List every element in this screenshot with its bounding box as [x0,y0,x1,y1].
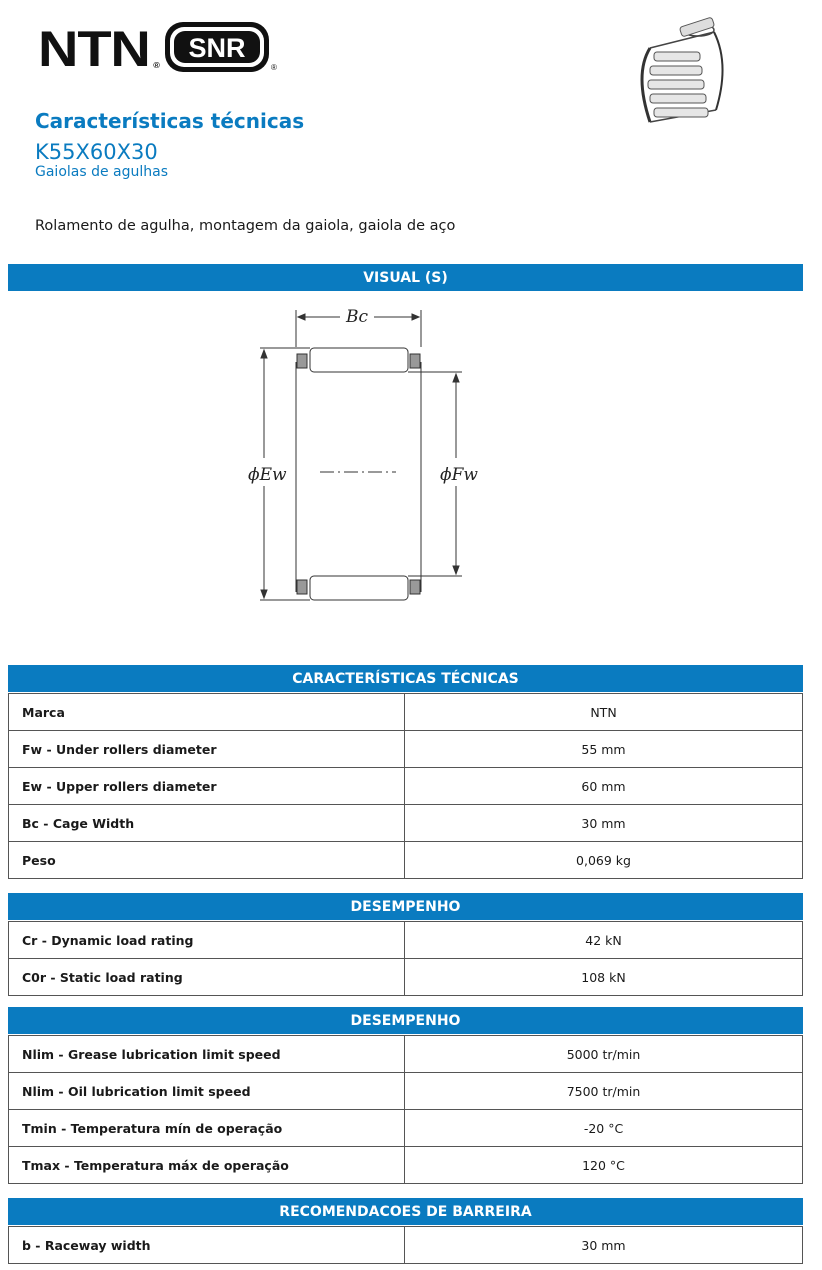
row-value: -20 °C [405,1110,803,1147]
table-row [9,768,803,805]
spec-table-recomendacoes [8,1226,803,1264]
row-value: 60 mm [405,768,803,805]
row-value: 108 kN [405,959,803,996]
row-label: Peso [9,842,405,879]
row-value: 30 mm [405,1227,803,1264]
row-value: 120 °C [405,1147,803,1184]
svg-text:®: ® [270,63,277,72]
row-label: Fw - Under rollers diameter [9,731,405,768]
snr-logo [164,20,280,78]
brand-logos [38,22,280,76]
table-row [9,805,803,842]
product-reference: K55X60X30 [35,140,158,164]
row-label: Tmax - Temperatura máx de operação [9,1147,405,1184]
table-row [9,1073,803,1110]
svg-text:Bc: Bc [346,307,369,327]
section-header-recomendacoes: RECOMENDACOES DE BARREIRA [8,1198,803,1225]
product-description: Rolamento de agulha, montagem da gaiola, gaiola de aço [35,218,456,234]
row-value: 7500 tr/min [405,1073,803,1110]
row-label: Marca [9,694,405,731]
row-label: C0r - Static load rating [9,959,405,996]
row-value: 0,069 kg [405,842,803,879]
svg-text:SNR: SNR [188,33,246,63]
row-label: Bc - Cage Width [9,805,405,842]
row-label: b - Raceway width [9,1227,405,1264]
table-row [9,1110,803,1147]
svg-text:ϕFw: ϕFw [440,465,478,485]
table-row [9,731,803,768]
row-label: Nlim - Oil lubrication limit speed [9,1073,405,1110]
technical-drawing [240,302,490,602]
spec-table-caracteristicas [8,693,803,879]
table-row [9,842,803,879]
row-label: Ew - Upper rollers diameter [9,768,405,805]
product-image [630,14,730,136]
visual-section-header: VISUAL (S) [8,264,803,291]
table-row [9,922,803,959]
row-value: NTN [405,694,803,731]
row-value: 42 kN [405,922,803,959]
ntn-logo: NTN ® [38,21,159,77]
row-label: Cr - Dynamic load rating [9,922,405,959]
page-title: Características técnicas [35,109,305,133]
section-header-desempenho-load: DESEMPENHO [8,893,803,920]
section-header-desempenho-speed: DESEMPENHO [8,1007,803,1034]
table-row [9,1036,803,1073]
section-header-caracteristicas: CARACTERÍSTICAS TÉCNICAS [8,665,803,692]
product-family: Gaiolas de agulhas [35,164,169,180]
table-row [9,959,803,996]
table-row [9,694,803,731]
spec-table-desempenho-speed [8,1035,803,1184]
svg-text:ϕEw: ϕEw [248,465,287,485]
row-label: Tmin - Temperatura mín de operação [9,1110,405,1147]
row-value: 5000 tr/min [405,1036,803,1073]
row-label: Nlim - Grease lubrication limit speed [9,1036,405,1073]
spec-table-desempenho-load [8,921,803,996]
row-value: 55 mm [405,731,803,768]
table-row [9,1227,803,1264]
row-value: 30 mm [405,805,803,842]
table-row [9,1147,803,1184]
